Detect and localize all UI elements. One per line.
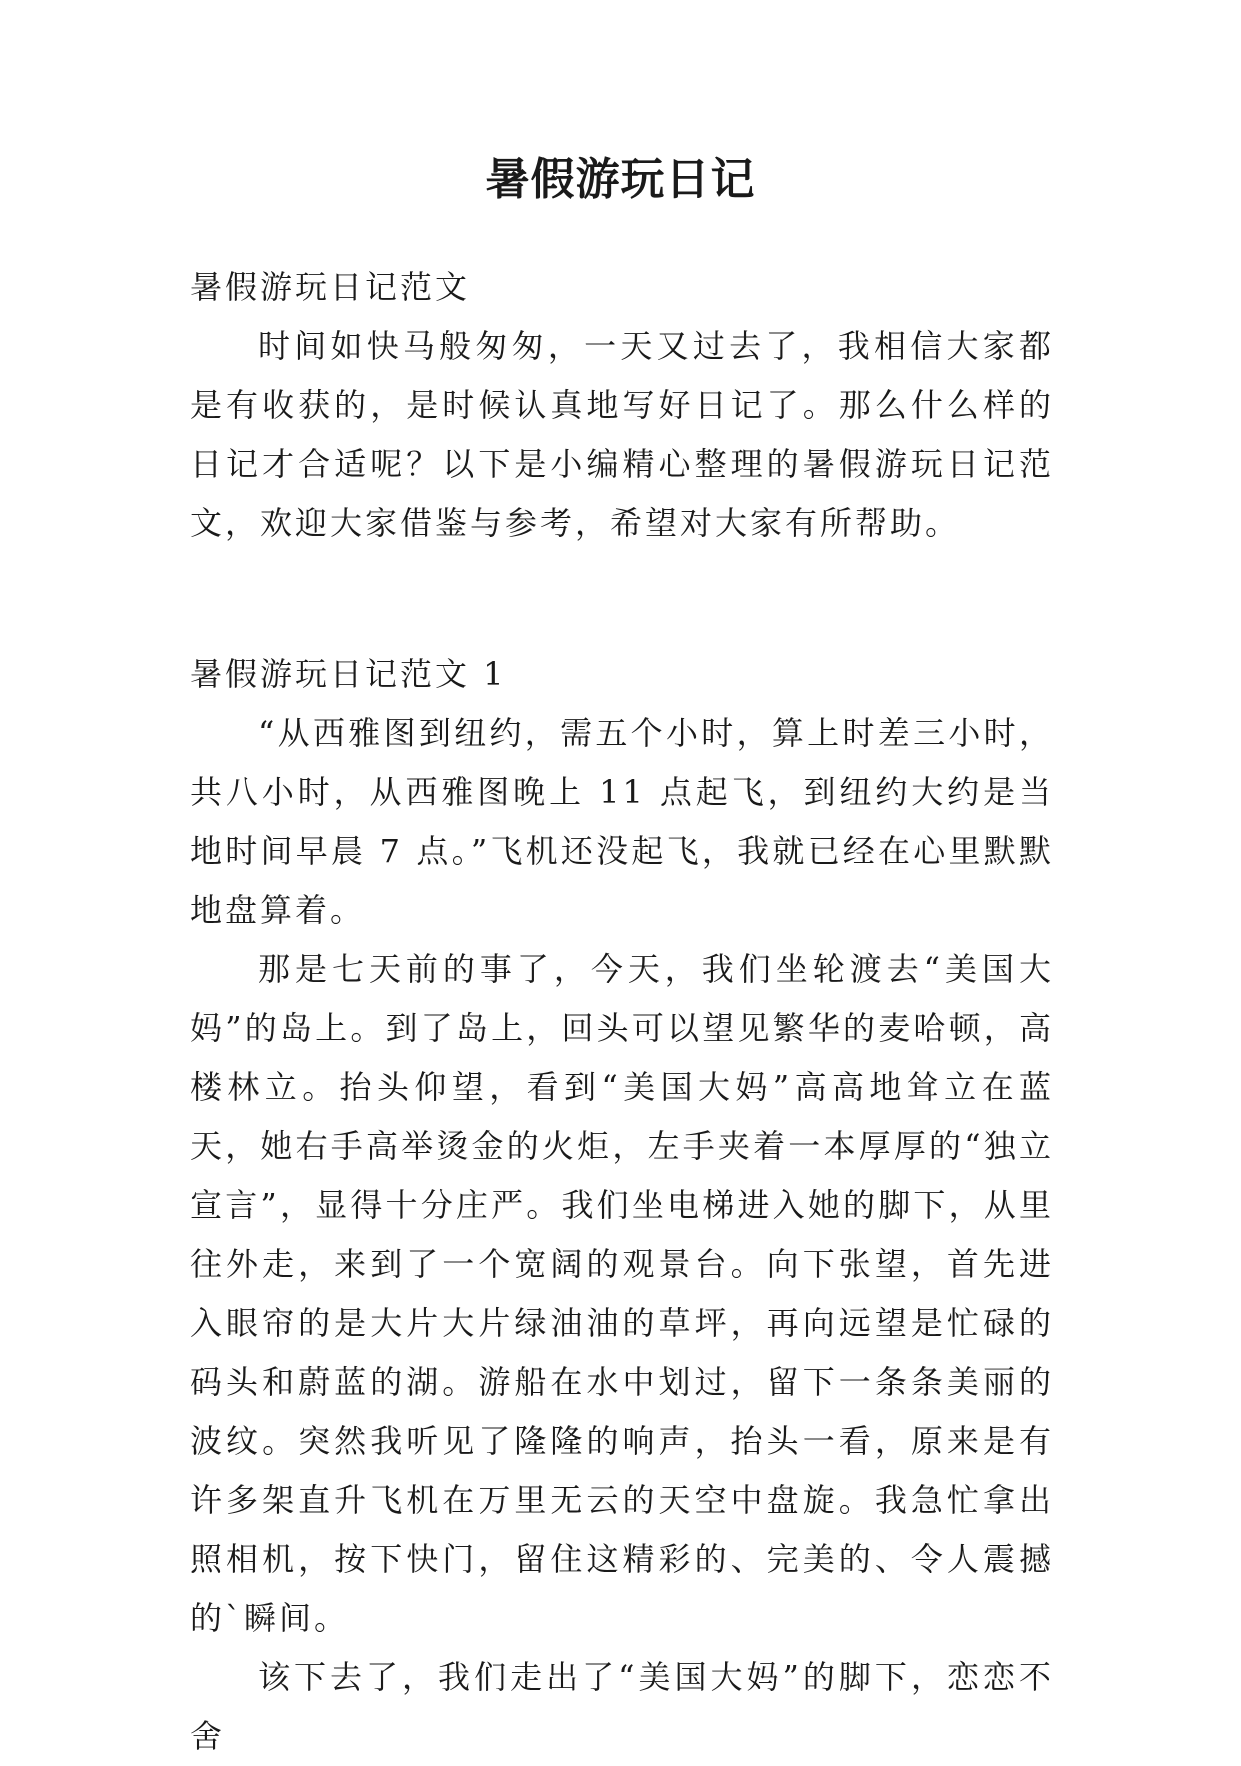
document-title: 暑假游玩日记 <box>485 154 756 205</box>
intro-heading: 暑假游玩日记范文 <box>190 268 471 306</box>
section-1-paragraph-3: 该下去了，我们走出了“美国大妈”的脚下，恋恋不舍 <box>190 1658 1054 1755</box>
section-1-heading: 暑假游玩日记范文 1 <box>190 655 507 693</box>
section-spacer <box>190 553 1054 645</box>
section-1-paragraph-2: 那是七天前的事了，今天，我们坐轮渡去“美国大妈”的岛上。到了岛上，回头可以望见繁华的麦哈顿，高楼林立。抬头仰望，看到“美国大妈”高高地耸立在蓝天，她右手高举烫金的火炬，左手夹着一本厚厚的“独立宣言”，显得十分庄严。我们坐电梯进入她的脚下，从里往外走，来到了一个宽阔的观景台。向下张望，首先进入眼帘的是大片大片绿油油的草坪，再向远望是忙碌的码头和蔚蓝的湖。游船在水中划过，留下一条条美丽的波纹。突然我听见了隆隆的响声，抬头一看，原来是有许多架直升飞机在万里无云的天空中盘旋。我急忙拿出照相机，按下快门，留住这精彩的、完美的、令人震撼的`瞬间。 <box>190 950 1054 1637</box>
intro-paragraph: 时间如快马般匆匆，一天又过去了，我相信大家都是有收获的，是时候认真地写好日记了。那么什么样的日记才合适呢？以下是小编精心整理的暑假游玩日记范文，欢迎大家借鉴与参考，希望对大家有所帮助。 <box>190 327 1054 542</box>
section-1-paragraph-1: “从西雅图到纽约，需五个小时，算上时差三小时，共八小时，从西雅图晚上 11 点起飞，到纽约大约是当地时间早晨 7 点。”飞机还没起飞，我就已经在心里默默地盘算着。 <box>190 714 1054 929</box>
document-body <box>190 258 1054 1766</box>
